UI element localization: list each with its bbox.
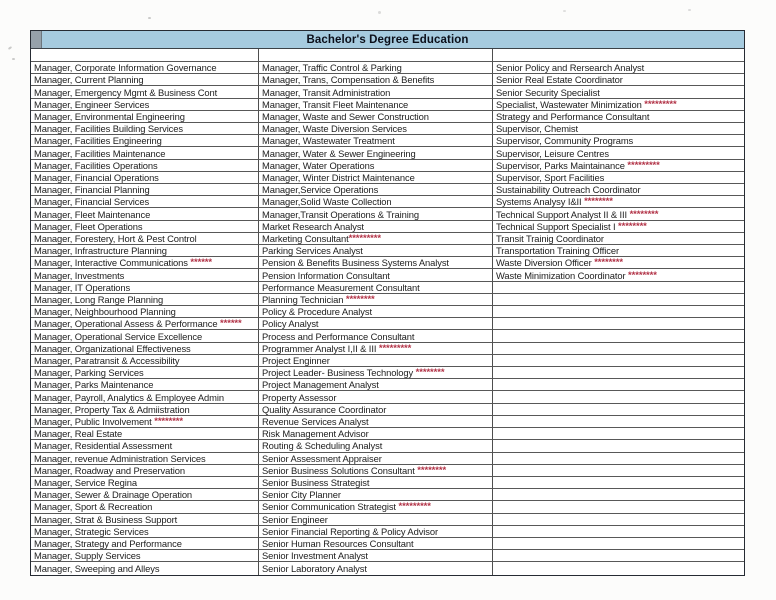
table-row: [31, 318, 744, 330]
table-cell: Manager, Trans, Compensation & Benefits: [259, 74, 493, 86]
asterisk-marker: ********: [625, 269, 657, 281]
table-cell: [493, 501, 744, 513]
table-row: [31, 538, 744, 550]
table-cell: Manager, Wastewater Treatment: [259, 135, 493, 147]
table-cell: Senior City Planner: [259, 489, 493, 501]
table-cell: [493, 99, 744, 111]
corner-artifact: [31, 31, 42, 48]
table-row: [31, 62, 744, 74]
table-cell: Supervisor, Leisure Centres: [493, 147, 744, 159]
table-cell: [493, 379, 744, 391]
table-cell: Manager, Facilities Operations: [31, 160, 259, 172]
table-cell: Manager,Solid Waste Collection: [259, 196, 493, 208]
spacer-cell: [493, 49, 744, 62]
table-cell: Manager, Payroll, Analytics & Employee Admin: [31, 391, 259, 403]
table-cell: Manager, Long Range Planning: [31, 294, 259, 306]
table-cell: [259, 294, 493, 306]
table-cell: [493, 526, 744, 538]
table-cell: Manager, Forestery, Hort & Pest Control: [31, 233, 259, 245]
job-title-text: Manager, Operational Assess & Performance: [34, 318, 218, 330]
job-title-text: Technical Support Analyst II & III: [496, 208, 628, 220]
table-cell: [493, 257, 744, 269]
scan-speck: [148, 17, 151, 19]
table-cell: Manager, Sport & Recreation: [31, 501, 259, 513]
table-cell: [493, 538, 744, 550]
table-cell: [493, 208, 744, 220]
scan-speck: [563, 10, 566, 12]
job-title-text: Programmer Analyst I,II & III: [262, 342, 377, 354]
table-cell: Manager, Strategy and Performance: [31, 538, 259, 550]
asterisk-marker: *********: [395, 501, 431, 513]
table-cell: Supervisor, Sport Facilities: [493, 172, 744, 184]
table-cell: Quality Assurance Coordinator: [259, 404, 493, 416]
job-title-text: Marketing Consultant: [262, 232, 349, 244]
table-cell: Routing & Scheduling Analyst: [259, 440, 493, 452]
table-cell: Manager, Paratransit & Accessibility: [31, 355, 259, 367]
table-cell: Manager, Parking Services: [31, 367, 259, 379]
table-cell: Manager, Financial Operations: [31, 172, 259, 184]
asterisk-marker: ********: [591, 257, 623, 269]
table-cell: Performance Measurement Consultant: [259, 282, 493, 294]
table-row: [31, 74, 744, 86]
table-row: [31, 501, 744, 513]
table-cell: Manager, Supply Services: [31, 550, 259, 562]
table-cell: [493, 330, 744, 342]
table-cell: [493, 318, 744, 330]
job-title-text: Waste Minimization Coordinator: [496, 269, 626, 281]
table-cell: [493, 196, 744, 208]
asterisk-marker: *********: [624, 159, 660, 171]
table-cell: Manager,Service Operations: [259, 184, 493, 196]
asterisk-marker: ********: [413, 367, 445, 379]
table-row: [31, 550, 744, 562]
table-cell: Strategy and Performance Consultant: [493, 111, 744, 123]
table-cell: Senior Business Strategist: [259, 477, 493, 489]
table-cell: Manager, Facilities Building Services: [31, 123, 259, 135]
table-cell: [259, 465, 493, 477]
asterisk-marker: *********: [376, 342, 412, 354]
table-cell: Manager,Transit Operations & Training: [259, 208, 493, 220]
table-row: [31, 330, 744, 342]
table-cell: Manager, Financial Services: [31, 196, 259, 208]
table-cell: Manager, Service Regina: [31, 477, 259, 489]
table-row: [31, 343, 744, 355]
table-cell: [493, 269, 744, 281]
table-cell: Market Research Analyst: [259, 221, 493, 233]
table-row: [31, 99, 744, 111]
table-cell: [493, 440, 744, 452]
table-cell: Manager, Sweeping and Alleys: [31, 562, 259, 574]
job-title-text: Manager, Interactive Communications: [34, 257, 188, 269]
job-title-text: Senior Communication Strategist: [262, 501, 396, 513]
job-title-text: Manager, Public Involvement: [34, 415, 152, 427]
table-cell: Senior Human Resources Consultant: [259, 538, 493, 550]
asterisk-marker: ********: [627, 208, 659, 220]
table-cell: Manager, Fleet Operations: [31, 221, 259, 233]
table-cell: Manager, revenue Administration Services: [31, 453, 259, 465]
table-cell: Senior Security Specialist: [493, 86, 744, 98]
table-row: [31, 465, 744, 477]
table-cell: Manager, Facilities Engineering: [31, 135, 259, 147]
table-cell: Revenue Services Analyst: [259, 416, 493, 428]
table-cell: Manager, Strat & Business Support: [31, 514, 259, 526]
table-cell: Sustainability Outreach Coordinator: [493, 184, 744, 196]
table-cell: Manager, Property Tax & Admiistration: [31, 404, 259, 416]
table-row: [31, 489, 744, 501]
job-title-text: Systems Analysy I&II: [496, 196, 582, 208]
table-cell: Policy Analyst: [259, 318, 493, 330]
table-cell: Property Assessor: [259, 391, 493, 403]
table-cell: [493, 477, 744, 489]
table-cell: Manager, Transit Fleet Maintenance: [259, 99, 493, 111]
table-row: [31, 147, 744, 159]
table-cell: Manager, Real Estate: [31, 428, 259, 440]
table-cell: Manager, Environmental Engineering: [31, 111, 259, 123]
table-body: [31, 62, 744, 575]
table-cell: Manager, Residential Assessment: [31, 440, 259, 452]
table-row: [31, 562, 744, 574]
table-cell: [493, 221, 744, 233]
table-cell: Manager, Emergency Mgmt & Business Cont: [31, 86, 259, 98]
spacer-cell: [259, 49, 493, 62]
table-cell: Manager, Organizational Effectiveness: [31, 343, 259, 355]
table-cell: [493, 428, 744, 440]
table-cell: Policy & Procedure Analyst: [259, 306, 493, 318]
table-cell: [493, 453, 744, 465]
table-cell: Manager, Investments: [31, 269, 259, 281]
table-row: [31, 453, 744, 465]
table-row: [31, 477, 744, 489]
table-cell: Manager, Traffic Control & Parking: [259, 62, 493, 74]
table-row: [31, 196, 744, 208]
job-title-text: Supervisor, Parks Maintainance: [496, 159, 625, 171]
table-cell: Supervisor, Chemist: [493, 123, 744, 135]
table-row: [31, 428, 744, 440]
table-cell: [493, 416, 744, 428]
table-cell: Transit Trainig Coordinator: [493, 233, 744, 245]
table-row: [31, 257, 744, 269]
table-row: [31, 135, 744, 147]
table-cell: Senior Assessment Appraiser: [259, 453, 493, 465]
table-cell: Senior Investment Analyst: [259, 550, 493, 562]
table-cell: [31, 257, 259, 269]
table-cell: Supervisor, Community Programs: [493, 135, 744, 147]
table-cell: Manager, Facilities Maintenance: [31, 147, 259, 159]
job-title-text: Specialist, Wastewater Minimization: [496, 98, 642, 110]
table-cell: [259, 501, 493, 513]
table-cell: Senior Laboratory Analyst: [259, 562, 493, 574]
table-cell: [493, 367, 744, 379]
table-title: Bachelor's Degree Education: [306, 33, 469, 46]
scan-speck: [688, 9, 691, 11]
table-cell: [493, 489, 744, 501]
scan-speck: [378, 11, 381, 14]
asterisk-marker: ********: [343, 293, 375, 305]
table-cell: Manager, Sewer & Drainage Operation: [31, 489, 259, 501]
table-cell: [493, 465, 744, 477]
asterisk-marker: ********: [581, 196, 613, 208]
table-row: [31, 282, 744, 294]
table-cell: Manager, Transit Administration: [259, 86, 493, 98]
table-row: [31, 111, 744, 123]
table-cell: Manager, Financial Planning: [31, 184, 259, 196]
table-cell: Manager, Roadway and Preservation: [31, 465, 259, 477]
job-title-text: Project Leader- Business Technology: [262, 367, 414, 379]
table-cell: Manager, Strategic Services: [31, 526, 259, 538]
table-row: [31, 233, 744, 245]
table-row: [31, 221, 744, 233]
table-cell: Senior Real Estate Coordinator: [493, 74, 744, 86]
table-cell: Process and Performance Consultant: [259, 330, 493, 342]
asterisk-marker: ********: [414, 464, 447, 476]
asterisk-marker: ******: [187, 257, 212, 269]
table-row: [31, 269, 744, 281]
table-cell: Manager, Infrastructure Planning: [31, 245, 259, 257]
scan-speck: [12, 58, 15, 60]
scan-speck: [8, 46, 12, 50]
table-cell: [493, 562, 744, 574]
table-cell: Pension & Benefits Business Systems Analyst: [259, 257, 493, 269]
table-row: [31, 184, 744, 196]
table-cell: Manager, Current Planning: [31, 74, 259, 86]
table-cell: Risk Management Advisor: [259, 428, 493, 440]
table-cell: Senior Policy and Rersearch Analyst: [493, 62, 744, 74]
table-row: [31, 208, 744, 220]
table-cell: Manager, Neighbourhood Planning: [31, 306, 259, 318]
table-cell: [493, 391, 744, 403]
table-cell: Parking Services Analyst: [259, 245, 493, 257]
table-row: [31, 367, 744, 379]
table-cell: [493, 343, 744, 355]
table-row: [31, 123, 744, 135]
table-cell: [259, 233, 493, 245]
table-cell: Project Management Analyst: [259, 379, 493, 391]
asterisk-marker: *********: [641, 98, 677, 110]
job-title-text: Planning Technician: [262, 293, 344, 305]
table-cell: [493, 550, 744, 562]
table-cell: [493, 282, 744, 294]
table-cell: [493, 514, 744, 526]
table-cell: Manager, Water Operations: [259, 160, 493, 172]
job-title-text: Senior Business Solutions Consultant: [262, 464, 415, 476]
job-title-text: Technical Support Specialist I: [496, 220, 616, 232]
table-cell: [493, 294, 744, 306]
table-header-band: [31, 31, 744, 49]
table-cell: [31, 318, 259, 330]
asterisk-marker: ******: [217, 318, 242, 330]
table-row: [31, 526, 744, 538]
table-row: [31, 86, 744, 98]
table-cell: Senior Financial Reporting & Policy Advisor: [259, 526, 493, 538]
table-row: [31, 404, 744, 416]
table-cell: Manager, Corporate Information Governance: [31, 62, 259, 74]
header-spacer-row: [31, 49, 744, 62]
table-cell: [493, 160, 744, 172]
table-cell: [493, 355, 744, 367]
table-cell: Manager, Winter District Maintenance: [259, 172, 493, 184]
table-row: [31, 391, 744, 403]
table-cell: [259, 343, 493, 355]
table-cell: Senior Engineer: [259, 514, 493, 526]
table-cell: Manager, Fleet Maintenance: [31, 208, 259, 220]
table-row: [31, 440, 744, 452]
table-row: [31, 160, 744, 172]
table-cell: Pension Information Consultant: [259, 269, 493, 281]
table-cell: [259, 367, 493, 379]
table-cell: Manager, Waste Diversion Services: [259, 123, 493, 135]
table-cell: Manager, Water & Sewer Engineering: [259, 147, 493, 159]
table-cell: [31, 416, 259, 428]
table-row: [31, 172, 744, 184]
asterisk-marker: ********: [151, 415, 184, 427]
table-cell: Project Enginner: [259, 355, 493, 367]
table-cell: Transportation Training Officer: [493, 245, 744, 257]
table-row: [31, 355, 744, 367]
table-row: [31, 514, 744, 526]
table-row: [31, 379, 744, 391]
table-row: [31, 306, 744, 318]
table-cell: Manager, Waste and Sewer Construction: [259, 111, 493, 123]
table-cell: [493, 404, 744, 416]
table-cell: Manager, Parks Maintenance: [31, 379, 259, 391]
table-row: [31, 245, 744, 257]
table-row: [31, 416, 744, 428]
asterisk-marker: ********: [615, 220, 647, 232]
table-cell: Manager, Engineer Services: [31, 99, 259, 111]
table-cell: Manager, Operational Service Excellence: [31, 330, 259, 342]
table-cell: Manager, IT Operations: [31, 282, 259, 294]
asterisk-marker: *********: [348, 232, 381, 244]
table-cell: [493, 306, 744, 318]
job-title-text: Waste Diversion Officer: [496, 257, 592, 269]
spacer-cell: [31, 49, 259, 62]
table-row: [31, 294, 744, 306]
education-job-titles-table: [30, 30, 745, 576]
